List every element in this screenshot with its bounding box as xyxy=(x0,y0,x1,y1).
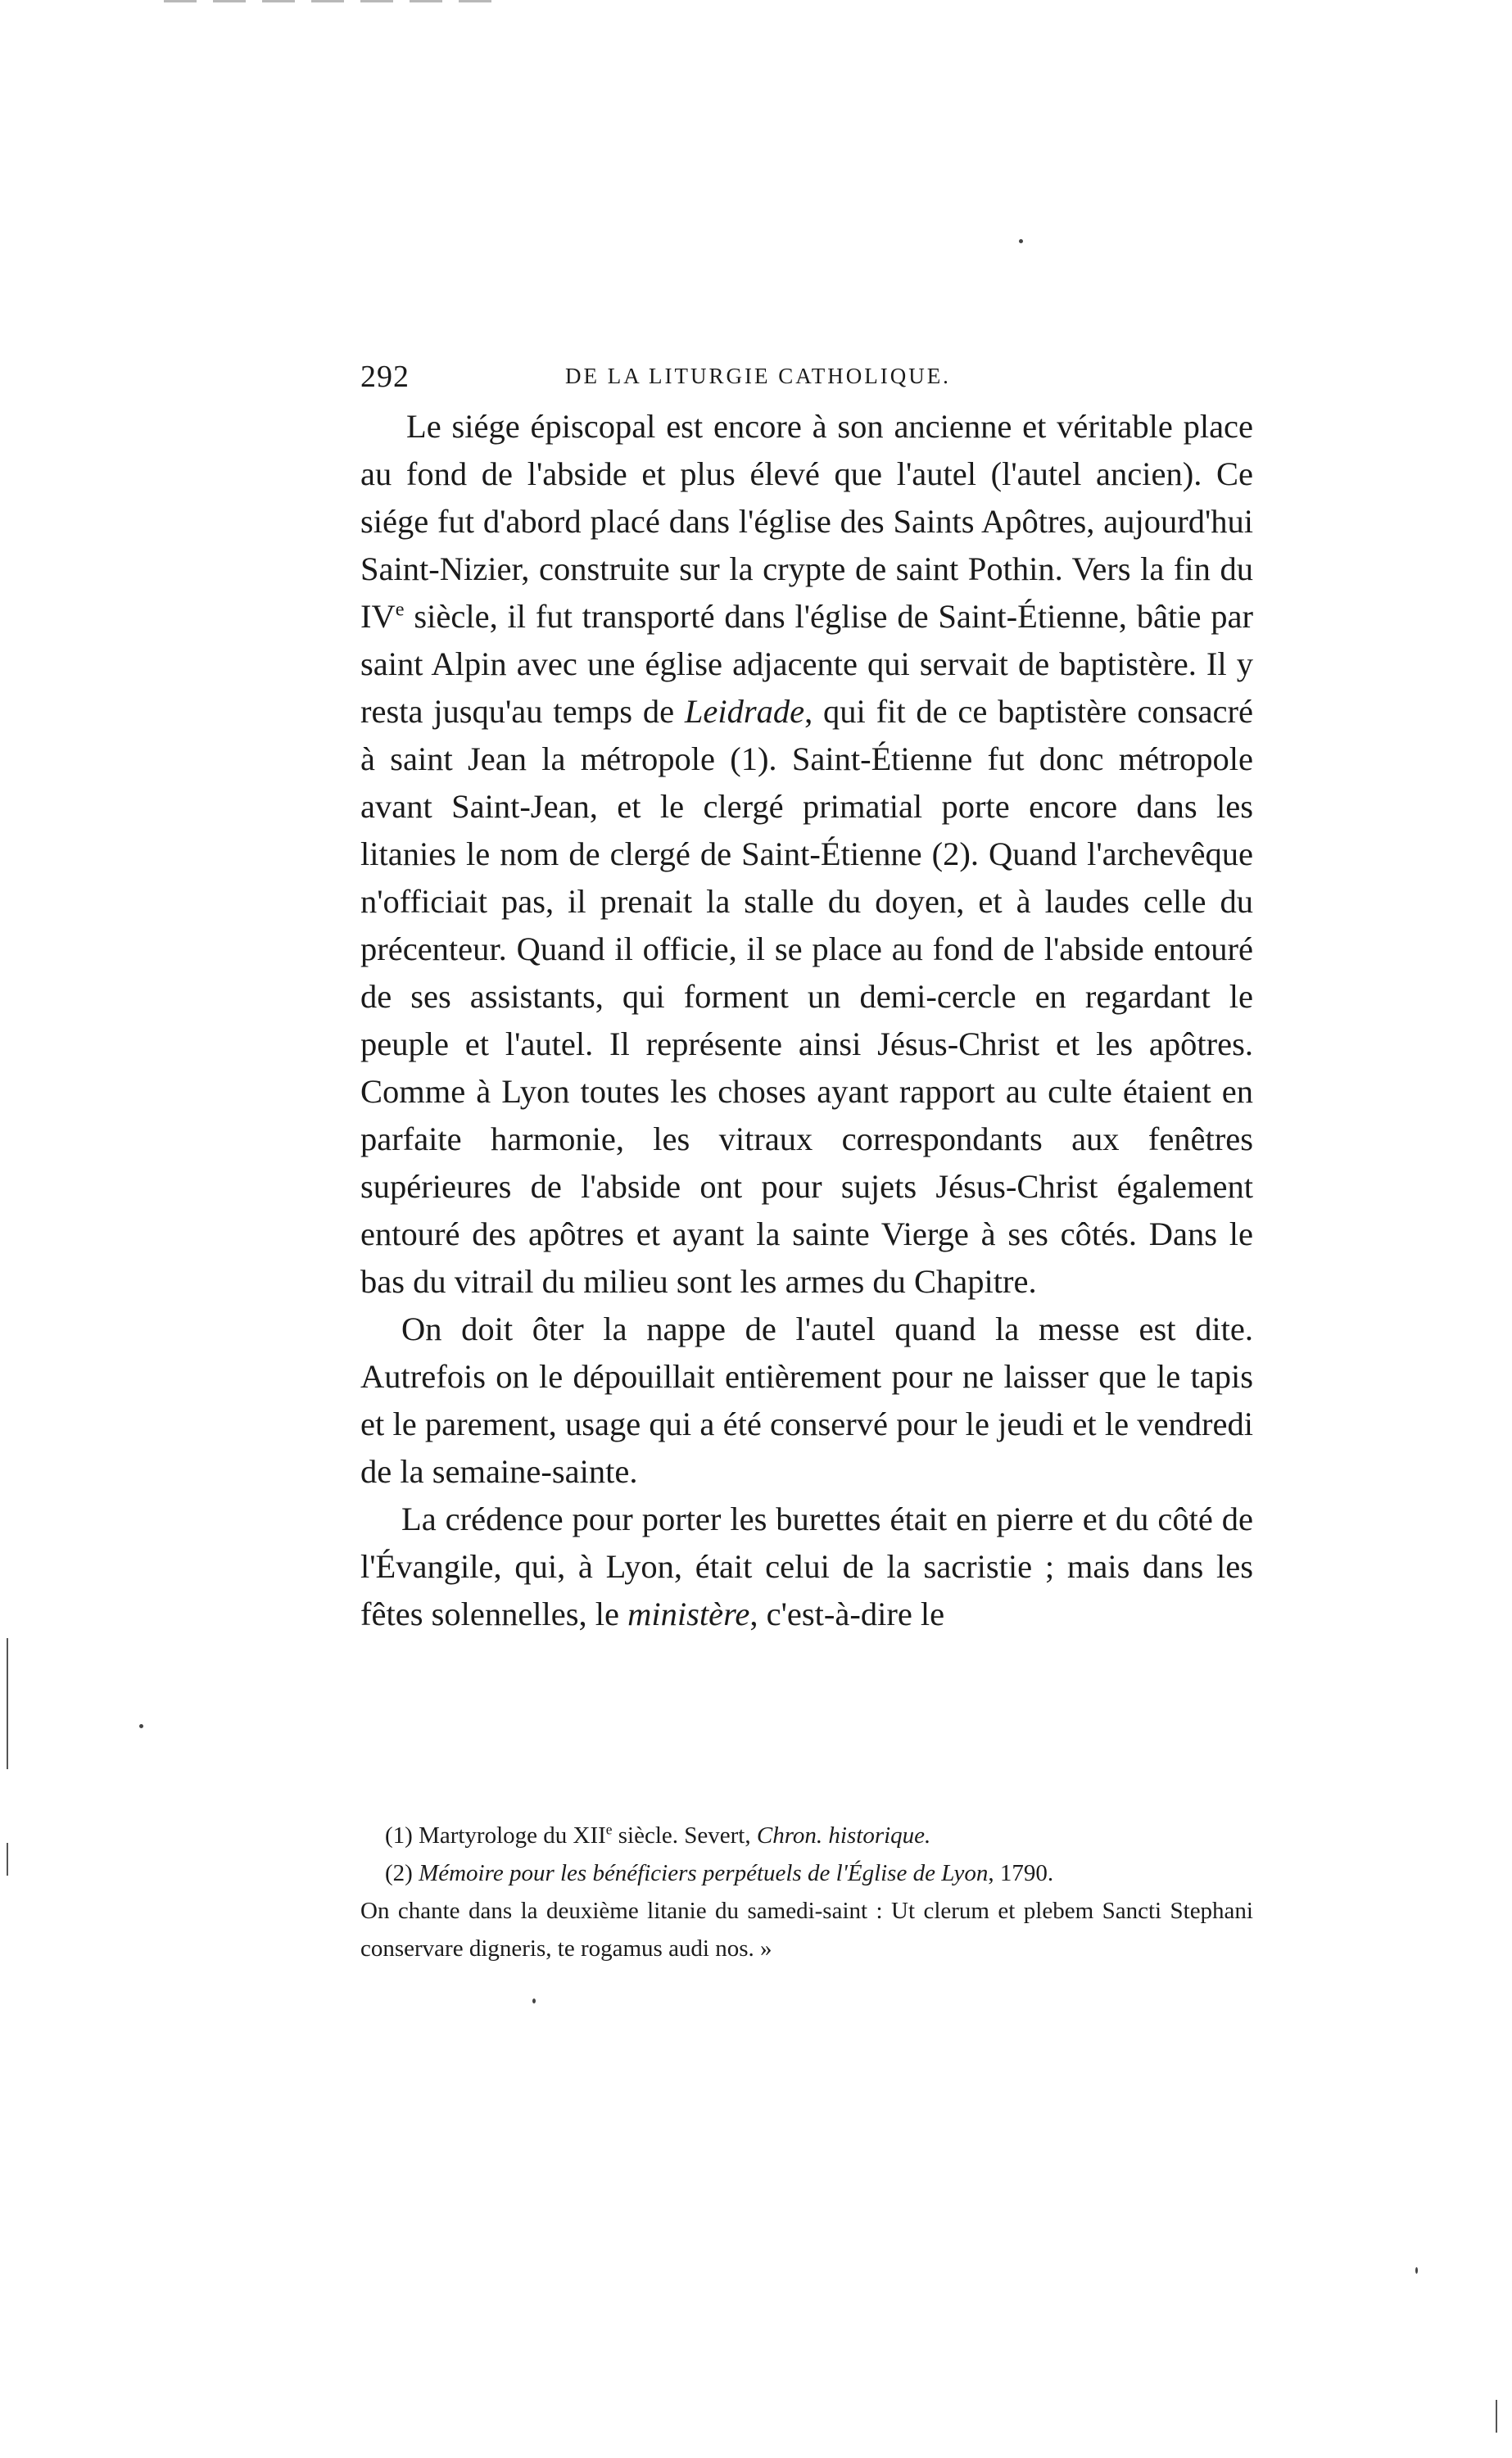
paragraph-1-text-c: , qui fit de ce baptistère consacré à saint Jean la métropole (1). Saint-Étienne fut donc métropole avant Saint-Jean, et le clergé primatial porte encore dans les litanies le nom de clergé de Saint-Étienne (2). Quand l'archevêque n'officiait pas, il prenait la stalle du doyen, et à laudes celle du précenteur. Quand il officie, il se place au fond de l'abside entouré de ses assistants, qui forment un demi-cercle en regardant le peuple et l'autel. Il représente ainsi Jésus-Christ et les apôtres. Comme à Lyon toutes les choses ayant rapport au culte étaient en parfaite harmonie, les vitraux correspondants aux fenêtres supérieures de l'abside ont pour sujets Jésus-Christ également entouré des apôtres et ayant la sainte Vierge à ses côtés. Dans le bas du vitrail du milieu sont les armes du Chapitre. xyxy=(360,693,1253,1300)
footnote-2-continuation: On chante dans la deuxième litanie du samedi-saint : Ut clerum et plebem Sancti Stephani conservare digneris, te rogamus audi nos. » xyxy=(360,1898,1253,1962)
scan-speck xyxy=(1415,2267,1418,2274)
paragraph-1-text-a: Le siége épiscopal est encore à son ancienne et véritable place au fond de l'abside et plus élevé que l'autel (l'autel ancien). Ce siége fut d'abord placé dans l'église des Saints Apôtres, aujourd'hui Saint-Nizier, construite sur la crypte de saint Pothin. Vers la fin du IV xyxy=(360,408,1253,635)
scan-edge-line xyxy=(7,1843,8,1876)
italic-ministere: ministère xyxy=(627,1596,750,1632)
superscript-e: e xyxy=(395,598,405,621)
footnote-1 xyxy=(360,1817,1253,1854)
running-head: DE LA LITURGIE CATHOLIQUE. xyxy=(565,364,951,388)
paragraph-2: On doit ôter la nappe de l'autel quand la messe est dite. Autrefois on le dépouillait entièrement pour ne laisser que le tapis et le parement, usage qui a été conservé pour le jeudi et le vendredi de la semaine-sainte. xyxy=(360,1310,1253,1490)
italic-leidrade: Leidrade xyxy=(684,693,805,730)
main-text xyxy=(360,403,1253,1638)
footnote-2 xyxy=(360,1854,1253,1892)
scan-edge-line xyxy=(1496,2400,1497,2433)
footnote-2-number: (2) xyxy=(385,1860,419,1886)
scan-speck xyxy=(532,1999,536,2003)
page-number: 292 xyxy=(360,360,410,394)
footnote-1-text-b: siècle. Severt, xyxy=(612,1822,757,1849)
scan-speck xyxy=(1019,239,1023,243)
paragraph-3 xyxy=(360,1496,1253,1638)
paragraph-1 xyxy=(360,403,1253,1306)
paragraph-3-text-b: , c'est-à-dire le xyxy=(749,1596,945,1632)
footnotes xyxy=(360,1817,1253,1967)
scan-speck xyxy=(139,1724,143,1728)
footnote-1-superscript: e xyxy=(605,1821,613,1838)
footnote-2-italic: Mémoire pour les bénéficiers perpétuels de l'Église de Lyon xyxy=(419,1860,989,1886)
page-header xyxy=(360,359,1253,408)
paragraph-3-text-a: La crédence pour porter les burettes était en pierre et du côté de l'Évangile, qui, à Lyon, était celui de la sacristie ; mais dans les fêtes solennelles, le xyxy=(360,1501,1253,1632)
footnote-1-text-a: (1) Martyrologe du XII xyxy=(385,1822,606,1849)
scan-edge-marks xyxy=(164,0,508,2)
paragraph-1-text-b: siècle, il fut transporté dans l'église de Saint-Étienne, bâtie par saint Alpin avec une église adjacente qui servait de baptistère. Il y resta jusqu'au temps de xyxy=(360,598,1253,730)
footnote-2-text-b: , 1790. xyxy=(988,1860,1054,1886)
scan-edge-line xyxy=(7,1638,8,1769)
footnote-1-italic: Chron. historique. xyxy=(756,1822,931,1849)
